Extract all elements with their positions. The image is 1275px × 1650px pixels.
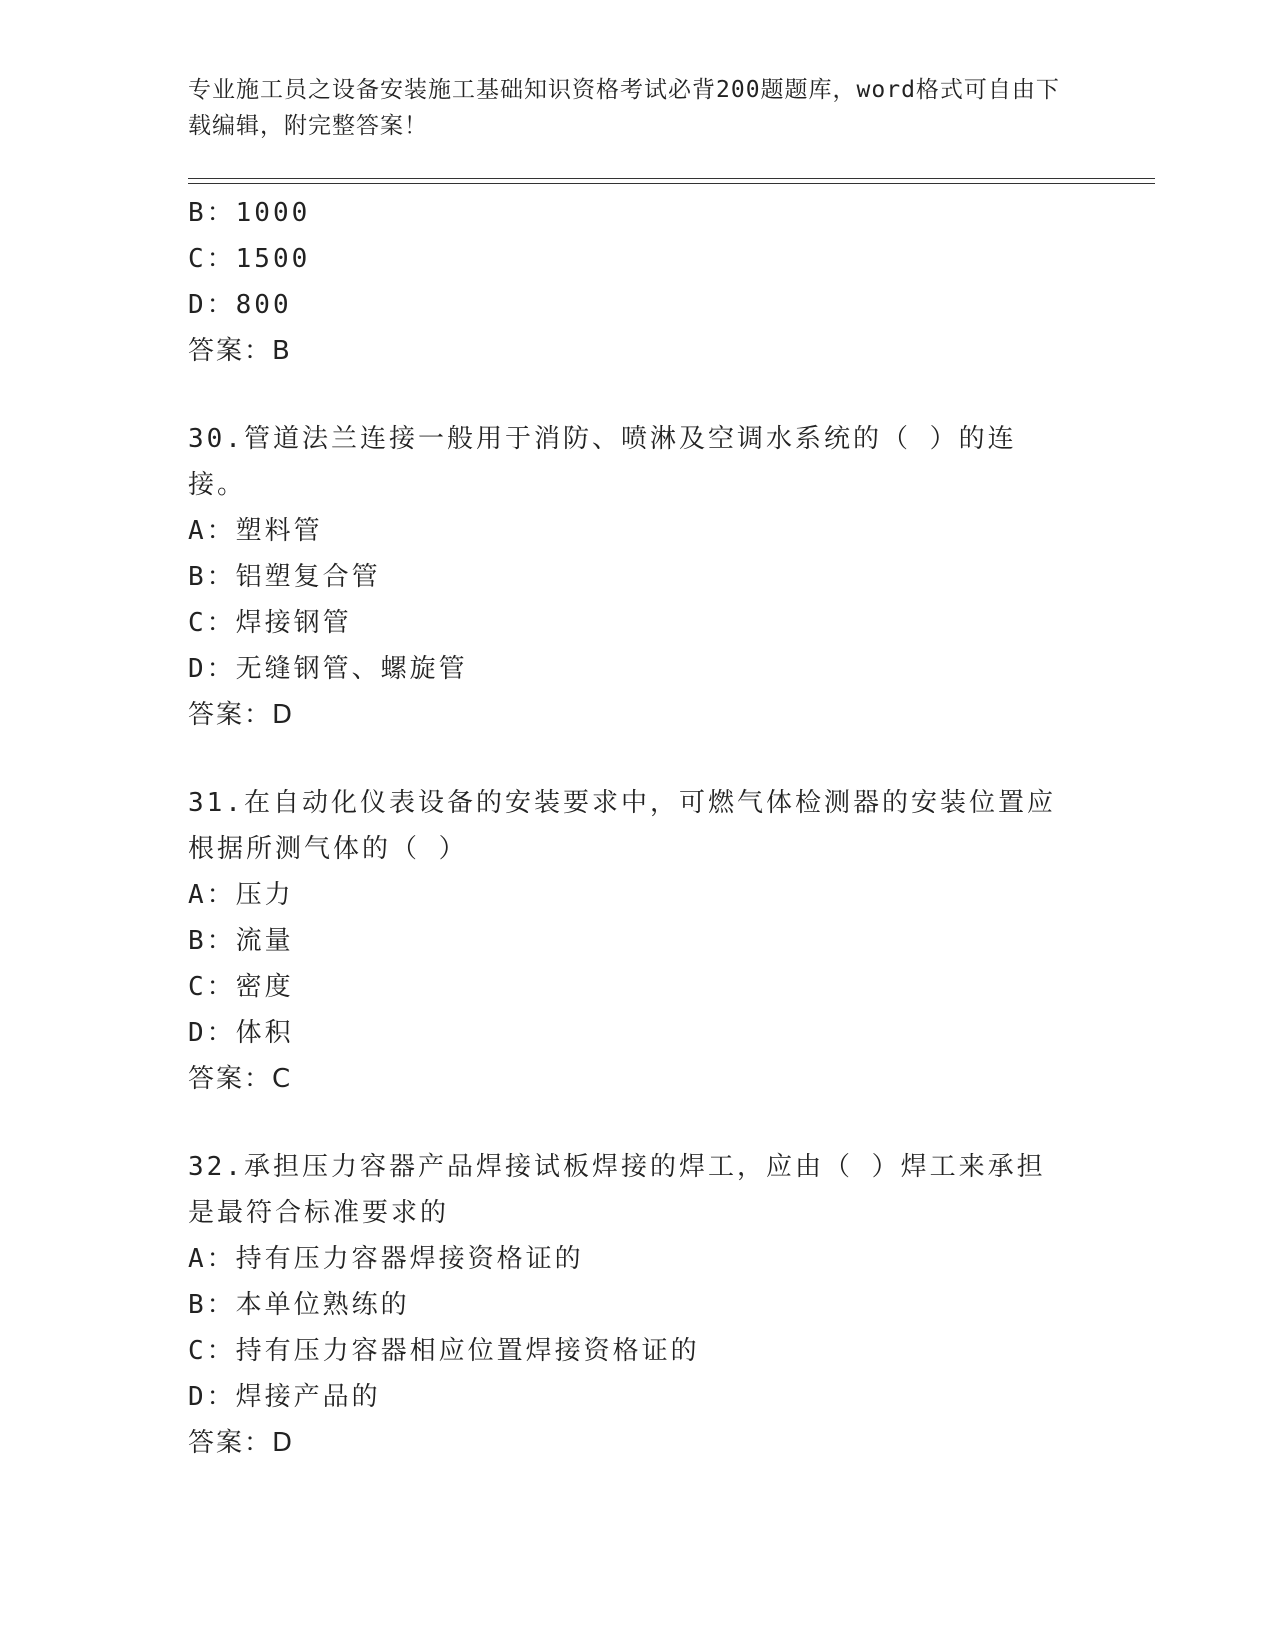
option-d: D：体积 bbox=[188, 1018, 294, 1048]
option-d: D：无缝钢管、螺旋管 bbox=[188, 654, 468, 684]
answer-line: 答案：C bbox=[188, 1064, 293, 1094]
option-d: D：焊接产品的 bbox=[188, 1382, 381, 1412]
option-d: D：800 bbox=[188, 290, 292, 320]
question-list bbox=[188, 190, 1088, 1466]
option-b: B：流量 bbox=[188, 926, 294, 956]
question-block-30 bbox=[188, 416, 1088, 738]
question-text: 32.承担压力容器产品焊接试板焊接的焊工，应由（ ）焊工来承担是最符合标准要求的 bbox=[188, 1152, 1046, 1228]
header-divider-bottom bbox=[188, 183, 1155, 184]
question-text: 30.管道法兰连接一般用于消防、喷淋及空调水系统的（ ）的连接。 bbox=[188, 424, 1017, 500]
document-header: 专业施工员之设备安装施工基础知识资格考试必背200题题库，word格式可自由下载编辑，附完整答案！ bbox=[188, 77, 1060, 139]
answer-line: 答案：B bbox=[188, 336, 292, 366]
option-c: C：密度 bbox=[188, 972, 294, 1002]
option-a: A：持有压力容器焊接资格证的 bbox=[188, 1244, 584, 1274]
answer-line: 答案：D bbox=[188, 1428, 295, 1458]
option-a: A：塑料管 bbox=[188, 516, 323, 546]
question-block-31 bbox=[188, 780, 1088, 1102]
question-block-partial bbox=[188, 190, 1088, 374]
option-b: B：1000 bbox=[188, 198, 311, 228]
header-divider-top bbox=[188, 178, 1155, 179]
option-c: C：焊接钢管 bbox=[188, 608, 352, 638]
option-a: A：压力 bbox=[188, 880, 294, 910]
option-b: B：铝塑复合管 bbox=[188, 562, 381, 592]
option-c: C：1500 bbox=[188, 244, 311, 274]
option-b: B：本单位熟练的 bbox=[188, 1290, 410, 1320]
answer-line: 答案：D bbox=[188, 700, 295, 730]
question-text: 31.在自动化仪表设备的安装要求中，可燃气体检测器的安装位置应根据所测气体的（ ） bbox=[188, 788, 1056, 864]
question-block-32 bbox=[188, 1144, 1088, 1466]
option-c: C：持有压力容器相应位置焊接资格证的 bbox=[188, 1336, 700, 1366]
